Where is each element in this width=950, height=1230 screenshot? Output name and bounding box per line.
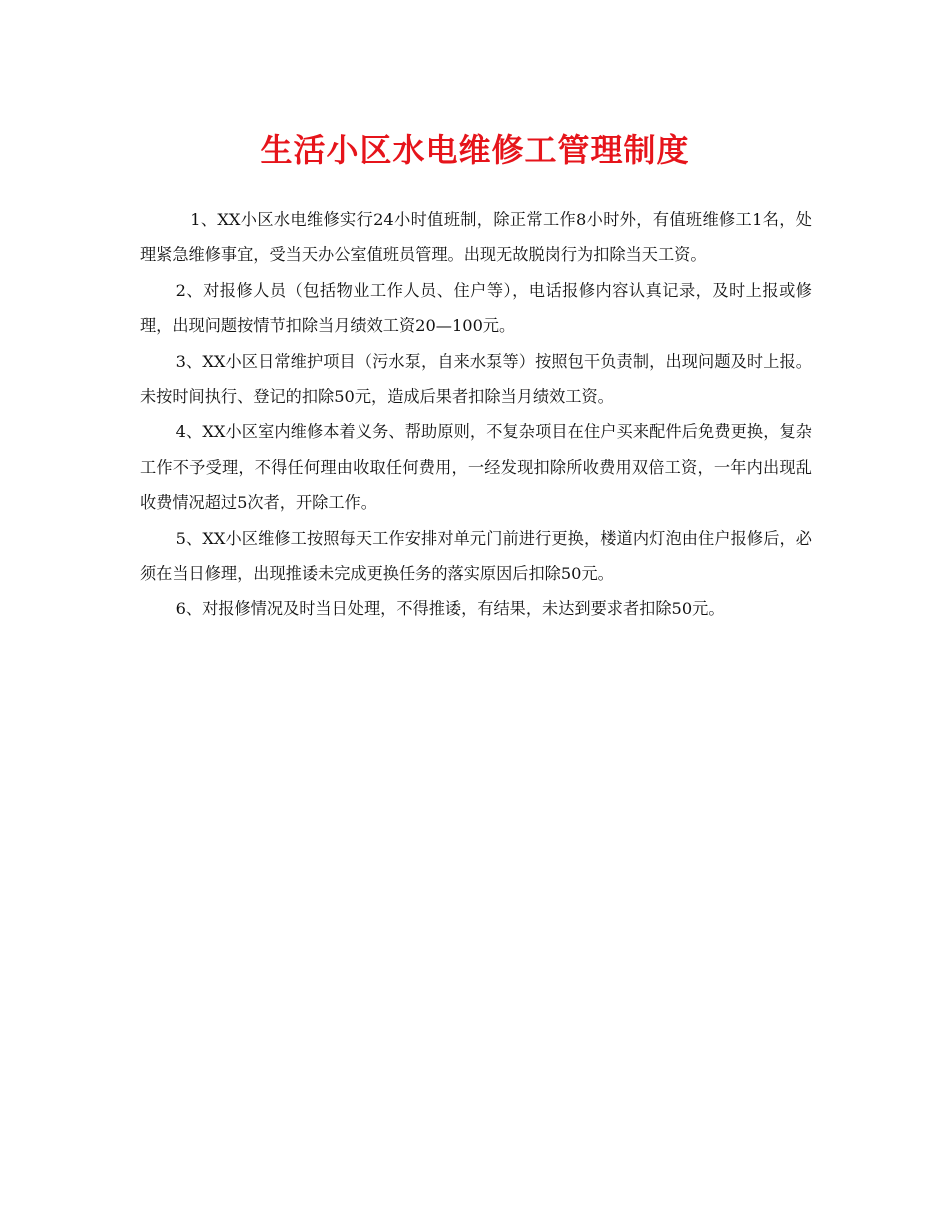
paragraph-1: 1、XX小区水电维修实行24小时值班制，除正常工作8小时外，有值班维修工1名，处理紧急维修事宜，受当天办公室值班员管理。出现无故脱岗行为扣除当天工资。 [140,210,812,265]
paragraph-6: 6、对报修情况及时当日处理，不得推诿，有结果，未达到要求者扣除50元。 [175,599,725,619]
paragraph-5: 5、XX小区维修工按照每天工作安排对单元门前进行更换，楼道内灯泡由住户报修后，必须在当日修理，出现推诿未完成更换任务的落实原因后扣除50元。 [140,528,812,584]
paragraph-2: 2、对报修人员（包括物业工作人员、住户等），电话报修内容认真记录，及时上报或修理，出现问题按情节扣除当月绩效工资20—100元。 [140,280,812,336]
paragraph-3: 3、XX小区日常维护项目（污水泵，自来水泵等）按照包干负责制，出现问题及时上报。未按时间执行、登记的扣除50元，造成后果者扣除当月绩效工资。 [140,351,812,407]
document-body [140,202,812,627]
paragraph-4: 4、XX小区室内维修本着义务、帮助原则，不复杂项目在住户买来配件后免费更换，复杂工作不予受理，不得任何理由收取任何费用，一经发现扣除所收费用双倍工资，一年内出现乱收费情况超过5次者，开除工作。 [140,422,812,513]
document-title: 生活小区水电维修工管理制度 [260,131,690,169]
